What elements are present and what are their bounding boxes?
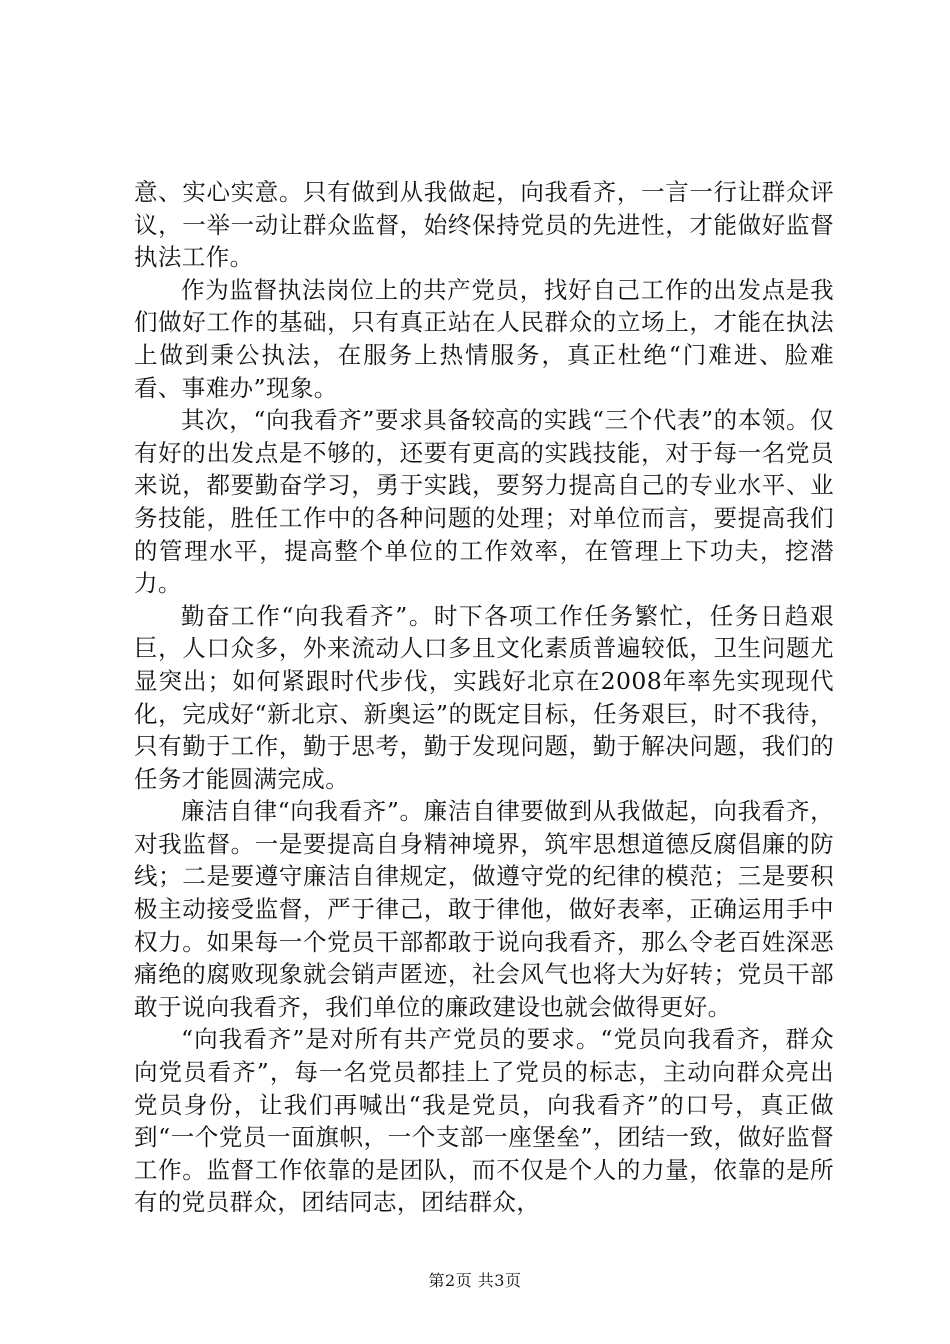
paragraph-4: 勤奋工作“向我看齐”。时下各项工作任务繁忙，任务日趋艰巨，人口众多，外来流动人口多且文化素质普遍较低，卫生问题尤显突出；如何紧跟时代步伐，实践好北京在2008年率先实现现代化，完成好“新北京、新奥运”的既定目标，任务艰巨，时不我待，只有勤于工作，勤于思考，勤于发现问题，勤于解决问题，我们的任务才能圆满完成。: [134, 601, 834, 793]
paragraph-5: 廉洁自律“向我看齐”。廉洁自律要做到从我做起，向我看齐，对我监督。一是要提高自身精神境界，筑牢思想道德反腐倡廉的防线；二是要遵守廉洁自律规定，做遵守党的纪律的模范；三是要积极主动接受监督，严于律己，敢于律他，做好表率，正确运用手中权力。如果每一个党员干部都敢于说向我看齐，那么令老百姓深恶痛绝的腐败现象就会销声匿迹，社会风气也将大为好转；党员干部敢于说向我看齐，我们单位的廉政建设也就会做得更好。: [134, 797, 834, 1021]
paragraph-6: “向我看齐”是对所有共产党员的要求。“党员向我看齐，群众向党员看齐”，每一名党员都挂上了党员的标志，主动向群众亮出党员身份，让我们再喊出“我是党员，向我看齐”的口号，真正做到“一个党员一面旗帜，一个支部一座堡垒”，团结一致，做好监督工作。监督工作依靠的是团队，而不仅是个人的力量，依靠的是所有的党员群众，团结同志，团结群众，: [134, 1025, 834, 1217]
page-footer: 第2页 共3页: [428, 1271, 522, 1290]
paragraph-1: 意、实心实意。只有做到从我做起，向我看齐，一言一行让群众评议，一举一动让群众监督，始终保持党员的先进性，才能做好监督执法工作。: [134, 178, 834, 272]
document-body: [134, 176, 834, 1219]
paragraph-2: 作为监督执法岗位上的共产党员，找好自己工作的出发点是我们做好工作的基础，只有真正站在人民群众的立场上，才能在执法上做到秉公执法，在服务上热情服务，真正杜绝“门难进、脸难看、事难办”现象。: [134, 275, 834, 402]
paragraph-3: 其次，“向我看齐”要求具备较高的实践“三个代表”的本领。仅有好的出发点是不够的，还要有更高的实践技能，对于每一名党员来说，都要勤奋学习，勇于实践，要努力提高自己的专业水平、业务技能，胜任工作中的各种问题的处理；对单位而言，要提高我们的管理水平，提高整个单位的工作效率，在管理上下功夫，挖潜力。: [134, 406, 834, 598]
